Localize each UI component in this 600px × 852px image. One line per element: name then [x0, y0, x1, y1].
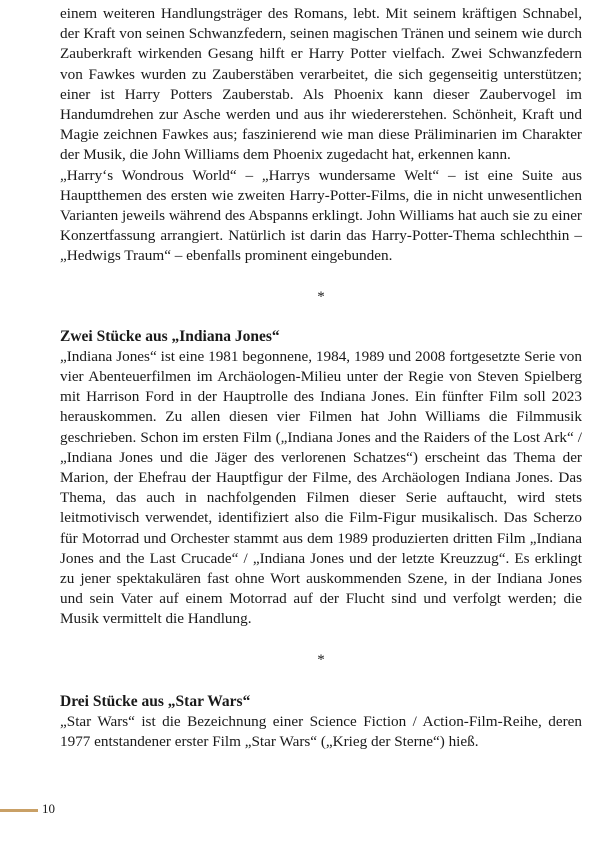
footer-rule	[0, 809, 38, 812]
page-number: 10	[42, 801, 55, 816]
wondrous-world-paragraph: „Harry‘s Wondrous World“ – „Harrys wundersame Welt“ – ist eine Suite aus Hauptthemen des ersten wie zweiten Harry-Potter-Films, die in nicht unwesentlichen Varianten jeweils während des Abspanns erklingt. John Williams hat auch sie zu einer Konzertfassung arrangiert. Natürlich ist darin das Harry-Potter-Thema schlechthin – „Hedwigs Traum“ – ebenfalls prominent eingebunden.	[60, 166, 582, 265]
section-separator-2: *	[317, 651, 325, 668]
text-column	[60, 4, 582, 752]
indiana-jones-heading: Zwei Stücke aus „Indiana Jones“	[60, 327, 280, 345]
star-wars-paragraph: „Star Wars“ ist die Bezeichnung einer Science Fiction / Action-Film-Reihe, deren 1977 entstandener erster Film „Star Wars“ („Krieg der Sterne“) hieß.	[60, 712, 582, 751]
indiana-jones-paragraph: „Indiana Jones“ ist eine 1981 begonnene, 1984, 1989 und 2008 fortgesetzte Serie von vier Abenteuerfilmen im Archäologen-Milieu unter der Regie von Steven Spielberg mit Harrison Ford in der Hauptrolle des Indiana Jones. Ein fünfter Film soll 2023 herauskommen. Zu allen diesen vier Filmen hat John Williams die Filmmusik geschrieben. Schon im ersten Film („Indiana Jones and the Raiders of the Lost Ark“ / „Indiana Jones und die Jäger des verlorenen Schatzes“) erscheint das Thema der Marion, der Ehefrau der Hauptfigur der Filme, des Archäologen Indiana Jones. Das Thema, das auch in nachfolgenden Filmen dieser Serie auftaucht, wird stets leitmotivisch verwendet, identifiziert also die Film-Figur musikalisch. Das Scherzo für Motorrad und Orchester stammt aus dem 1989 produzierten dritten Film „Indiana Jones and the Last Crucade“ / „Indiana Jones und der letzte Kreuzzug“. Es erklingt zu jener spektakulären fast ohne Wort auskommenden Szene, in der Indiana Jones und sein Vater auf einem Motorrad auf der Flucht sind und verfolgt werden; die Musik vermittelt die Handlung.	[60, 347, 582, 628]
fawkes-paragraph: einem weiteren Handlungsträger des Romans, lebt. Mit seinem kräftigen Schnabel, der Kraft von seinen Schwanzfedern, seinen magischen Tränen und seinem wie durch Zauberkraft wirkenden Gesang hilft er Harry Potter vielfach. Zwei Schwanzfedern von Fawkes wurden zu Zauberstäben verarbeitet, die sich gegenseitig unterstützen; einer ist Harry Potters Zauberstab. Als Phoenix kann dieser Zaubervogel im Handumdrehen zur Asche werden und aus ihr wiedererstehen. Schönheit, Kraft und Magie zeichnen Fawkes aus; faszinierend wie man diese Präliminarien im Charakter der Musik, die John Williams dem Phoenix zugedacht hat, erkennen kann.	[60, 5, 582, 164]
section-separator: *	[317, 288, 325, 305]
star-wars-heading: Drei Stücke aus „Star Wars“	[60, 692, 251, 710]
